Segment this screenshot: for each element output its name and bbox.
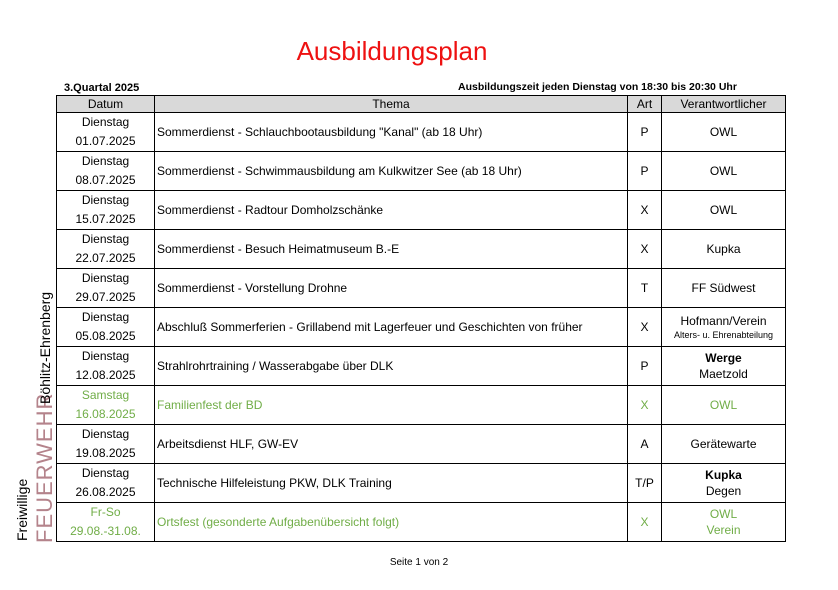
date-value: 16.08.2025 xyxy=(75,407,136,421)
day-name: Dienstag xyxy=(81,193,130,207)
date-value: 26.08.2025 xyxy=(75,485,136,499)
cell-date xyxy=(57,425,155,464)
cell-date xyxy=(57,308,155,347)
responsible-secondary: Degen xyxy=(705,484,742,498)
date-value: 19.08.2025 xyxy=(75,446,136,460)
table-row xyxy=(57,269,786,308)
responsible-primary: Werge xyxy=(705,351,742,365)
cell-topic: Sommerdienst - Radtour Domholzschänke xyxy=(155,191,628,230)
cell-date xyxy=(57,152,155,191)
table-row xyxy=(57,152,786,191)
cell-topic: Sommerdienst - Vorstellung Drohne xyxy=(155,269,628,308)
sidebar-location: Böhlitz-Ehrenberg xyxy=(37,291,53,404)
responsible-secondary: Alters- u. Ehrenabteilung xyxy=(673,330,774,340)
responsible-primary: OWL xyxy=(709,507,738,521)
cell-responsible xyxy=(662,191,786,230)
cell-responsible xyxy=(662,152,786,191)
header-thema: Thema xyxy=(155,96,628,113)
responsible-primary: OWL xyxy=(709,203,738,217)
cell-art: X xyxy=(628,230,662,269)
date-value: 15.07.2025 xyxy=(75,212,136,226)
table-row xyxy=(57,464,786,503)
page-title: Ausbildungsplan xyxy=(296,36,488,66)
cell-responsible xyxy=(662,308,786,347)
responsible-secondary: Verein xyxy=(706,523,741,537)
responsible-primary: OWL xyxy=(709,164,738,178)
responsible-primary: OWL xyxy=(709,398,738,412)
day-name: Dienstag xyxy=(81,466,130,480)
header-verantwortlicher: Verantwortlicher xyxy=(662,96,786,113)
table-row xyxy=(57,503,786,542)
cell-art: P xyxy=(628,113,662,152)
cell-date xyxy=(57,191,155,230)
cell-art: P xyxy=(628,152,662,191)
cell-date xyxy=(57,386,155,425)
responsible-primary: OWL xyxy=(709,125,738,139)
cell-date xyxy=(57,503,155,542)
cell-art: X xyxy=(628,503,662,542)
cell-responsible xyxy=(662,230,786,269)
cell-date xyxy=(57,464,155,503)
cell-art: X xyxy=(628,308,662,347)
table-row xyxy=(57,113,786,152)
cell-art: T xyxy=(628,269,662,308)
responsible-secondary: Maetzold xyxy=(699,367,748,381)
date-value: 12.08.2025 xyxy=(75,368,136,382)
responsible-primary: Kupka xyxy=(706,242,741,256)
cell-responsible xyxy=(662,269,786,308)
cell-topic: Sommerdienst - Schwimmausbildung am Kulkwitzer See (ab 18 Uhr) xyxy=(155,152,628,191)
sidebar-freiwillige: Freiwillige xyxy=(14,478,30,541)
page-footer: Seite 1 von 2 xyxy=(389,557,449,568)
cell-topic: Technische Hilfeleistung PKW, DLK Training xyxy=(155,464,628,503)
cell-topic: Sommerdienst - Schlauchbootausbildung "Kanal" (ab 18 Uhr) xyxy=(155,113,628,152)
day-name: Dienstag xyxy=(81,271,130,285)
cell-responsible xyxy=(662,503,786,542)
day-name: Dienstag xyxy=(81,349,130,363)
table-header-row xyxy=(57,96,786,113)
training-plan-table xyxy=(56,95,786,542)
date-value: 22.07.2025 xyxy=(75,251,136,265)
cell-date xyxy=(57,347,155,386)
cell-responsible xyxy=(662,464,786,503)
training-time-info: Ausbildungszeit jeden Dienstag von 18:30 bis 20:30 Uhr xyxy=(458,81,737,93)
cell-date xyxy=(57,230,155,269)
date-value: 29.08.-31.08. xyxy=(70,524,141,538)
cell-responsible xyxy=(662,386,786,425)
cell-topic: Familienfest der BD xyxy=(155,386,628,425)
day-name: Dienstag xyxy=(81,154,130,168)
responsible-primary: Kupka xyxy=(705,468,742,482)
cell-topic: Abschluß Sommerferien - Grillabend mit Lagerfeuer und Geschichten von früher xyxy=(155,308,628,347)
cell-topic: Ortsfest (gesonderte Aufgabenübersicht folgt) xyxy=(155,503,628,542)
responsible-primary: Hofmann/Verein xyxy=(680,314,767,328)
responsible-primary: Gerätewarte xyxy=(690,437,757,451)
day-name: Fr-So xyxy=(90,505,121,519)
table-row xyxy=(57,308,786,347)
cell-art: A xyxy=(628,425,662,464)
cell-topic: Strahlrohrtraining / Wasserabgabe über DLK xyxy=(155,347,628,386)
date-value: 08.07.2025 xyxy=(75,173,136,187)
table-row xyxy=(57,386,786,425)
cell-art: X xyxy=(628,191,662,230)
sidebar-feuerwehr: FEUERWEHR xyxy=(32,392,57,543)
cell-topic: Sommerdienst - Besuch Heimatmuseum B.-E xyxy=(155,230,628,269)
date-value: 01.07.2025 xyxy=(75,134,136,148)
day-name: Dienstag xyxy=(81,115,130,129)
cell-topic: Arbeitsdienst HLF, GW-EV xyxy=(155,425,628,464)
day-name: Dienstag xyxy=(81,310,130,324)
quarter-label: 3.Quartal 2025 xyxy=(64,82,140,94)
cell-art: P xyxy=(628,347,662,386)
table-row xyxy=(57,425,786,464)
sidebar-logo xyxy=(0,0,60,590)
cell-responsible xyxy=(662,425,786,464)
table-row xyxy=(57,230,786,269)
day-name: Dienstag xyxy=(81,427,130,441)
cell-date xyxy=(57,269,155,308)
date-value: 05.08.2025 xyxy=(75,329,136,343)
responsible-primary: FF Südwest xyxy=(691,281,756,295)
day-name: Samstag xyxy=(81,388,130,402)
cell-art: T/P xyxy=(628,464,662,503)
cell-date xyxy=(57,113,155,152)
cell-responsible xyxy=(662,347,786,386)
header-art: Art xyxy=(628,96,662,113)
table-row xyxy=(57,347,786,386)
day-name: Dienstag xyxy=(81,232,130,246)
cell-responsible xyxy=(662,113,786,152)
cell-art: X xyxy=(628,386,662,425)
date-value: 29.07.2025 xyxy=(75,290,136,304)
table-row xyxy=(57,191,786,230)
header-datum: Datum xyxy=(57,96,155,113)
